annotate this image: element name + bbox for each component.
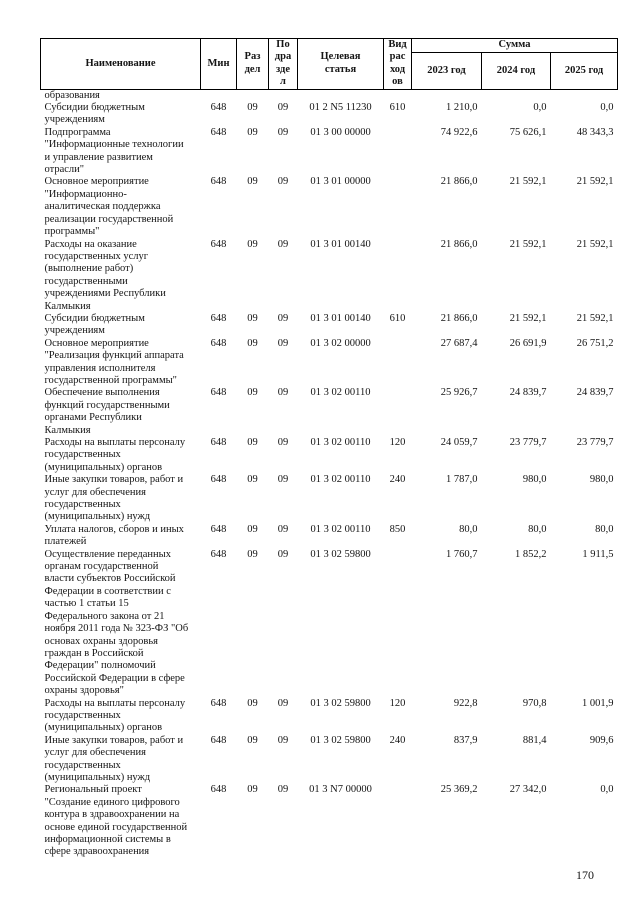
ministry-code: 648	[210, 523, 227, 535]
table-row	[41, 784, 618, 858]
amount-2025: 23 779,7	[576, 437, 614, 448]
expense-type: 610	[389, 102, 406, 114]
subsection-code: 09	[277, 474, 289, 486]
target-article: 01 3 02 00110	[310, 387, 371, 399]
page-number: 170	[576, 868, 594, 882]
subsection-code: 09	[277, 387, 289, 399]
expense-type: 240	[389, 474, 406, 486]
amount-2025	[551, 89, 618, 102]
ministry-code	[201, 89, 237, 102]
amount-2025: 80,0	[595, 523, 614, 535]
table-row	[41, 387, 618, 437]
expense-type	[384, 338, 412, 388]
subsection-code: 09	[277, 697, 289, 709]
amount-2023: 25 369,2	[440, 784, 478, 796]
expense-type: 120	[389, 437, 406, 448]
amount-2024: 26 691,9	[509, 337, 547, 349]
section-code: 09	[247, 734, 258, 746]
table-header	[41, 39, 618, 90]
section-code: 09	[247, 126, 258, 138]
section-code: 09	[247, 312, 258, 324]
item-name: Обеспечение выполнения функций государственными органами Республики Калмыкия	[44, 387, 170, 436]
section-code: 09	[247, 697, 258, 709]
table-row	[41, 239, 618, 313]
target-article: 01 3 02 59800	[310, 697, 371, 709]
section-code: 09	[247, 337, 258, 349]
amount-2024: 21 592,1	[509, 238, 547, 250]
target-article: 01 2 N5 11230	[309, 102, 372, 114]
item-name: Субсидии бюджетным учреждениям	[44, 102, 145, 126]
amount-2025: 1 001,9	[582, 697, 614, 709]
section-code: 09	[247, 387, 258, 399]
ministry-code: 648	[210, 697, 227, 709]
table-row	[41, 735, 618, 785]
header-name: Наименование	[41, 39, 201, 90]
target-article: 01 3 02 00110	[310, 523, 371, 535]
target-article	[298, 89, 384, 102]
target-article: 01 3 02 59800	[310, 548, 371, 560]
expense-type	[384, 127, 412, 177]
expense-type	[384, 549, 412, 698]
expense-type: 120	[389, 697, 406, 709]
item-name: Осуществление переданных органам государственной власти субъектов Российской Федерации в соответствии с частью 1 статьи 15 Федерального закона от 21 ноября 2011 года № 323-ФЗ "Об основах охраны здоровья граждан в Российской Федерации" полномочий Российской Федерации в сфере охраны здоровья"	[44, 548, 189, 697]
ministry-code: 648	[210, 337, 227, 349]
amount-2025: 24 839,7	[576, 387, 614, 399]
header-year-2023: 2023 год	[412, 53, 482, 89]
ministry-code: 648	[210, 126, 227, 138]
subsection-code: 09	[277, 523, 289, 535]
target-article: 01 3 01 00140	[310, 312, 371, 324]
section-code: 09	[247, 548, 258, 560]
budget-table	[40, 38, 618, 859]
amount-2023: 922,8	[453, 697, 478, 709]
header-ministry: Мин	[201, 39, 237, 90]
item-name: Расходы на выплаты персоналу государственных (муниципальных) органов	[44, 697, 186, 734]
amount-2024: 75 626,1	[509, 126, 547, 138]
amount-2023: 74 922,6	[440, 126, 478, 138]
amount-2025: 26 751,2	[576, 337, 614, 349]
table-row	[41, 127, 618, 177]
item-name: образования	[44, 89, 100, 101]
ministry-code: 648	[210, 474, 227, 486]
expense-type	[384, 239, 412, 313]
amount-2024	[482, 89, 551, 102]
subsection-code: 09	[277, 126, 289, 138]
item-name: Расходы на выплаты персоналу государственных (муниципальных) органов	[44, 437, 186, 473]
table-row	[41, 698, 618, 735]
amount-2025: 1 911,5	[582, 548, 614, 560]
table-row	[41, 437, 618, 474]
amount-2024: 24 839,7	[509, 387, 547, 399]
header-sum: Сумма	[412, 39, 618, 53]
section-code: 09	[247, 176, 258, 188]
subsection-code: 09	[277, 176, 289, 188]
ministry-code: 648	[210, 387, 227, 399]
subsection-code: 09	[277, 102, 289, 114]
table-row	[41, 549, 618, 698]
amount-2025: 980,0	[589, 474, 614, 486]
subsection-code	[269, 89, 298, 102]
amount-2024: 0,0	[533, 102, 547, 114]
header-year-2024: 2024 год	[482, 53, 551, 89]
table-row	[41, 313, 618, 338]
amount-2023	[412, 89, 482, 102]
ministry-code: 648	[210, 238, 227, 250]
amount-2023: 21 866,0	[440, 312, 478, 324]
item-name: Субсидии бюджетным учреждениям	[44, 312, 145, 337]
subsection-code: 09	[277, 784, 289, 796]
amount-2023: 21 866,0	[440, 176, 478, 188]
target-article: 01 3 00 00000	[310, 126, 371, 138]
amount-2025: 21 592,1	[576, 238, 614, 250]
amount-2023: 1 760,7	[446, 548, 478, 560]
amount-2024: 970,8	[522, 697, 547, 709]
table-row	[41, 102, 618, 127]
header-section: Раз дел	[237, 39, 269, 90]
amount-2024: 881,4	[522, 734, 547, 746]
ministry-code: 648	[210, 734, 227, 746]
header-subsection: По дра зде л	[269, 39, 298, 90]
target-article: 01 3 01 00140	[310, 238, 371, 250]
table-row	[41, 474, 618, 524]
item-name: Иные закупки товаров, работ и услуг для обеспечения государственных (муниципальных) нужд	[44, 734, 184, 783]
ministry-code: 648	[210, 176, 227, 188]
item-name: Основное мероприятие "Реализация функций аппарата управления исполнителя государственной программы"	[44, 337, 184, 386]
target-article: 01 3 02 59800	[310, 734, 371, 746]
amount-2025: 48 343,3	[576, 126, 614, 138]
target-article: 01 3 N7 00000	[309, 784, 372, 796]
item-name: Иные закупки товаров, работ и услуг для обеспечения государственных (муниципальных) нужд	[44, 474, 184, 523]
amount-2025: 21 592,1	[576, 312, 614, 324]
amount-2025: 0,0	[600, 102, 614, 114]
expense-type	[384, 176, 412, 238]
section-code: 09	[247, 784, 258, 796]
subsection-code: 09	[277, 548, 289, 560]
expense-type: 610	[389, 312, 406, 324]
amount-2023: 80,0	[459, 523, 478, 535]
expense-type: 240	[389, 734, 406, 746]
ministry-code: 648	[210, 312, 227, 324]
target-article: 01 3 02 00000	[310, 337, 371, 349]
table-row	[41, 176, 618, 238]
target-article: 01 3 01 00000	[310, 176, 371, 188]
amount-2024: 21 592,1	[509, 176, 547, 188]
amount-2023: 1 210,0	[446, 102, 478, 114]
ministry-code: 648	[210, 784, 227, 796]
header-expense-type: Вид рас ход ов	[384, 39, 412, 90]
item-name: Основное мероприятие "Информационно- аналитическая поддержка реализации государственной программы"	[44, 176, 174, 238]
amount-2025: 909,6	[589, 734, 614, 746]
subsection-code: 09	[277, 437, 289, 448]
amount-2024: 23 779,7	[509, 437, 547, 448]
item-name: Уплата налогов, сборов и иных платежей	[44, 523, 184, 548]
amount-2023: 24 059,7	[440, 437, 478, 448]
section-code	[237, 89, 269, 102]
expense-type	[384, 387, 412, 437]
amount-2023: 27 687,4	[440, 337, 478, 349]
ministry-code: 648	[210, 548, 227, 560]
section-code: 09	[247, 238, 258, 250]
expense-type: 850	[389, 523, 406, 535]
amount-2023: 25 926,7	[440, 387, 478, 399]
amount-2023: 837,9	[453, 734, 478, 746]
expense-type	[384, 89, 412, 102]
item-name: Расходы на оказание государственных услуг (выполнение работ) государственными учреждениями Республики Калмыкия	[44, 238, 166, 312]
section-code: 09	[247, 437, 258, 448]
item-name: Подпрограмма "Информационные технологии и управление развитием отрасли"	[44, 126, 184, 176]
table-row	[41, 524, 618, 549]
ministry-code: 648	[210, 437, 227, 448]
amount-2023: 1 787,0	[446, 474, 478, 486]
subsection-code: 09	[277, 337, 289, 349]
table-body	[41, 89, 618, 859]
section-code: 09	[247, 474, 258, 486]
target-article: 01 3 02 00110	[310, 474, 371, 486]
subsection-code: 09	[277, 734, 289, 746]
amount-2023: 21 866,0	[440, 238, 478, 250]
amount-2025: 21 592,1	[576, 176, 614, 188]
amount-2024: 1 852,2	[515, 548, 547, 560]
ministry-code: 648	[210, 102, 227, 114]
subsection-code: 09	[277, 312, 289, 324]
amount-2024: 27 342,0	[509, 784, 547, 796]
table-row	[41, 338, 618, 388]
item-name: Региональный проект "Создание единого цифрового контура в здравоохранении на основе единой государственной информационной системы в сфере здравоохранения	[44, 784, 188, 858]
subsection-code: 09	[277, 238, 289, 250]
table-row	[41, 89, 618, 102]
amount-2025: 0,0	[600, 784, 614, 796]
amount-2024: 21 592,1	[509, 312, 547, 324]
section-code: 09	[247, 523, 258, 535]
expense-type	[384, 784, 412, 858]
target-article: 01 3 02 00110	[310, 437, 371, 448]
section-code: 09	[247, 102, 258, 114]
amount-2024: 80,0	[528, 523, 547, 535]
header-year-2025: 2025 год	[551, 53, 618, 89]
amount-2024: 980,0	[522, 474, 547, 486]
header-target-article: Целевая статья	[298, 39, 384, 90]
